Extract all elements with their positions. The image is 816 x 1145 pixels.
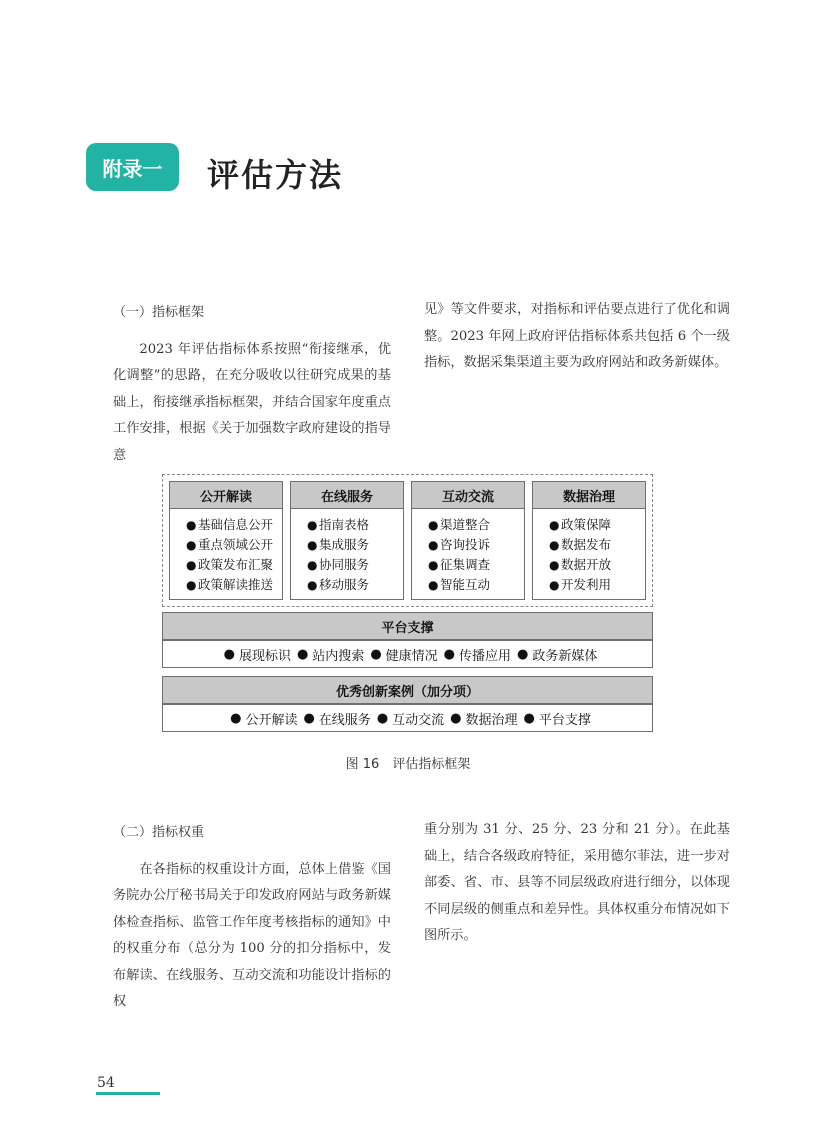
category-item: ● 指南表格 (291, 515, 403, 535)
section1-right-column (424, 297, 730, 377)
category-list (533, 509, 645, 595)
bullet-icon: ● (307, 578, 318, 592)
category-item: ● 开发利用 (533, 575, 645, 595)
category-title: 互动交流 (412, 482, 524, 509)
bullet-icon: ● (428, 578, 439, 592)
bullet-icon: ● (428, 518, 439, 532)
bullet-icon: ● (307, 538, 318, 552)
category-box-3 (411, 481, 525, 600)
section2-left-paragraph: 在各指标的权重设计方面，总体上借鉴《国务院办公厅秘书局关于印发政府网站与政务新媒体检查指标、监管工作年度考核指标的通知》中的权重分布（总分为 100 分的扣分指标中，发布解读、在线服务、互动交流和功能设计指标的权 (113, 861, 391, 1009)
bullet-icon: ● (549, 578, 560, 592)
section2-heading: （二）指标权重 (113, 825, 205, 840)
category-item: ● 基础信息公开 (170, 515, 282, 535)
bullet-icon: ● (186, 578, 197, 592)
bullet-icon: ● (523, 710, 535, 726)
bullet-icon: ● (230, 710, 242, 726)
category-box-1 (169, 481, 283, 600)
appendix-tag (86, 143, 179, 191)
category-item: ● 咨询投诉 (412, 535, 524, 555)
category-title: 数据治理 (533, 482, 645, 509)
figure-caption: 图 16 评估指标框架 (345, 757, 471, 772)
section1-left-column (113, 300, 391, 469)
innovation-header: 优秀创新案例（加分项） (162, 676, 653, 704)
category-list (170, 509, 282, 595)
bullet-icon: ● (370, 646, 382, 662)
framework-figure (162, 474, 653, 732)
category-item: ● 政策保障 (533, 515, 645, 535)
category-title: 在线服务 (291, 482, 403, 509)
section1-right-paragraph: 见》等文件要求，对指标和评估要点进行了优化和调整。2023 年网上政府评估指标体系共包括 6 个一级指标，数据采集渠道主要为政府网站和政务新媒体。 (424, 302, 730, 370)
section2-right-paragraph: 重分别为 31 分、25 分、23 分和 21 分）。在此基础上，结合各级政府特征，采用德尔菲法，进一步对部委、省、市、县等不同层级政府进行细分，以体现不同层级的侧重点和差异性。具体权重分布情况如下图所示。 (424, 822, 730, 943)
bullet-icon: ● (186, 558, 197, 572)
bullet-icon: ● (186, 538, 197, 552)
bullet-icon: ● (517, 646, 529, 662)
appendix-tag-label: 附录一 (102, 156, 163, 181)
category-item: ● 重点领域公开 (170, 535, 282, 555)
category-item: ● 数据发布 (533, 535, 645, 555)
section1-left-paragraph: 2023 年评估指标体系按照“衔接继承，优化调整”的思路，在充分吸收以往研究成果的基础上，衔接继承指标框架，并结合国家年度重点工作安排，根据《关于加强数字政府建设的指导意 (113, 341, 391, 463)
bullet-icon: ● (450, 710, 462, 726)
bullet-icon: ● (549, 518, 560, 532)
bullet-icon: ● (443, 646, 456, 662)
bullet-icon: ● (549, 558, 560, 572)
category-title: 公开解读 (170, 482, 282, 509)
category-item: ● 智能互动 (412, 575, 524, 595)
platform-support-header: 平台支撑 (162, 612, 653, 640)
platform-support-items: ● 展现标识 ● 站内搜索 ● 健康情况 ● 传播应用 ● 政务新媒体 (162, 640, 653, 668)
bullet-icon: ● (296, 646, 309, 662)
bullet-icon: ● (428, 558, 439, 572)
bullet-icon: ● (223, 646, 235, 662)
category-item: ● 渠道整合 (412, 515, 524, 535)
category-list (412, 509, 524, 595)
category-item: ● 征集调查 (412, 555, 524, 575)
innovation-items: ● 公开解读 ● 在线服务 ● 互动交流 ● 数据治理 ● 平台支撑 (162, 704, 653, 732)
bullet-icon: ● (186, 518, 197, 532)
bullet-icon: ● (428, 538, 439, 552)
bullet-icon: ● (376, 710, 389, 726)
bullet-icon: ● (549, 538, 560, 552)
category-item: ● 集成服务 (291, 535, 403, 555)
section2-right-column (424, 817, 730, 950)
bullet-icon: ● (307, 518, 318, 532)
category-item: ● 政策解读推送 (170, 575, 282, 595)
page-number: 54 (97, 1075, 115, 1091)
category-item: ● 数据开放 (533, 555, 645, 575)
section2-left-column (113, 820, 391, 1016)
page-number-rule (96, 1092, 160, 1095)
bullet-icon: ● (303, 710, 315, 726)
category-box-2 (290, 481, 404, 600)
category-list (291, 509, 403, 595)
section1-heading: （一）指标框架 (113, 305, 205, 320)
category-item: ● 移动服务 (291, 575, 403, 595)
chapter-title: 评估方法 (207, 156, 344, 194)
category-box-4 (532, 481, 646, 600)
category-item: ● 政策发布汇聚 (170, 555, 282, 575)
bullet-icon: ● (307, 558, 318, 572)
category-item: ● 协同服务 (291, 555, 403, 575)
